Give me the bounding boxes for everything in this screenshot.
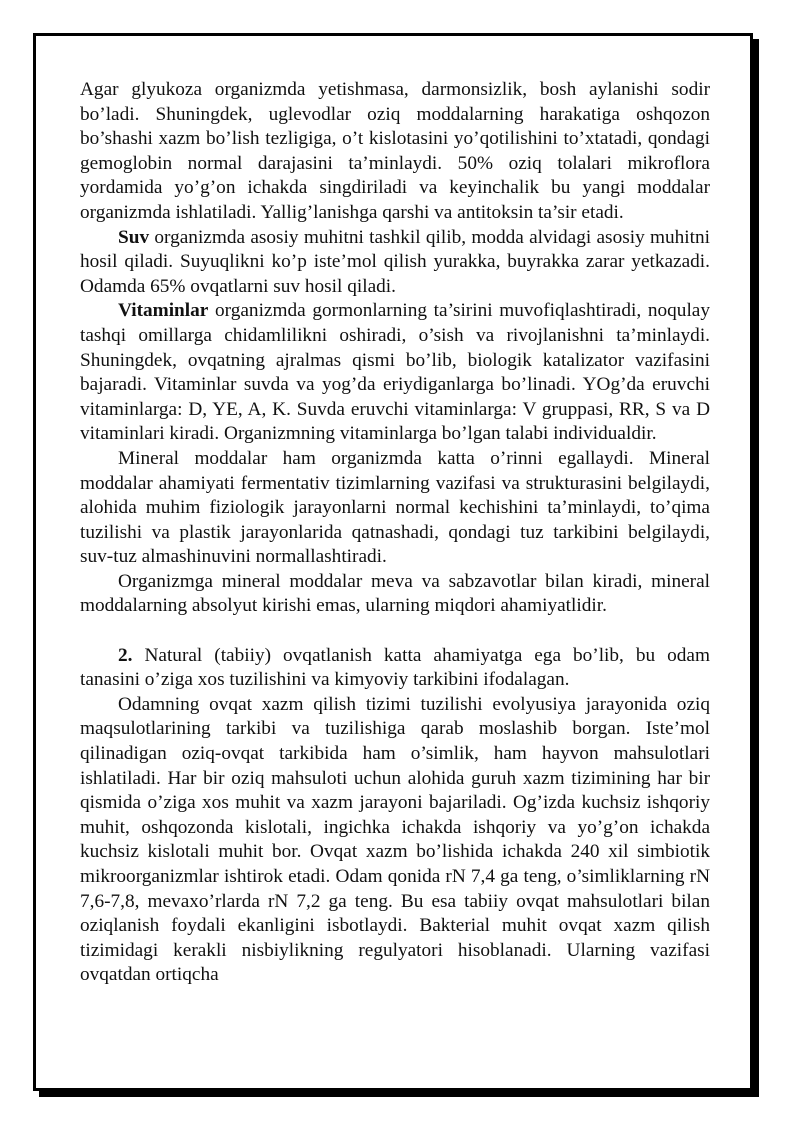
paragraph-gap — [80, 619, 710, 644]
section-number: 2. — [118, 644, 133, 666]
paragraph-digestive-system: Odamning ovqat xazm qilish tizimi tuzilishi evolyusiya jarayonida oziq maqsulotlarining tarkibi va tuzilishiga qarab moslashib borgan. Iste’mol qilinadigan oziq-ovqat tarkibida ham o’simlik, ham hayvon mahsulotlari ishlatiladi. Har bir oziq mahsuloti uchun alohida guruh xazm tizimining har bir qismida o’ziga xos muhit va xazm jarayoni bajariladi. Og’izda kuchsiz ishqoriy muhit, oshqozonda kislotali, ingichka ichakda ishqoriy va yo’g’on ichakda kuchsiz kislotali muhit bor. Ovqat xazm bo’lishida ichakda 240 xil simbiotik mikroorganizmlar ishtirok etadi. Odam qonida rN 7,4 ga teng, o’simliklarning rN 7,6-7,8, mevaxo’rlarda rN 7,2 ga teng. Bu esa tabiiy ovqat mahsulotlari bilan oziqlanish foydali ekanligini isbotlaydi. Bakterial muhit ovqat xazm qilish tizimidagi kerakli nisbiylikning regulyatori hisoblanadi. Ularning vazifasi ovqatdan ortiqcha — [80, 693, 710, 986]
paragraph-water: Suv organizmda asosiy muhitni tashkil qilib, modda alvidagi asosiy muhitni hosil qiladi. Suyuqlikni ko’p iste’mol qilish yurakka, buyrakka zarar yetkazadi. Odamda 65% ovqatlarni suv hosil qiladi. — [80, 226, 710, 297]
term-water: Suv — [118, 226, 150, 248]
document-body — [80, 78, 710, 988]
paragraph-mineral-intake: Organizmga mineral moddalar meva va sabzavotlar bilan kiradi, mineral moddalarning absolyut kirishi emas, ularning miqdori ahamiyatlidir. — [80, 570, 710, 617]
term-vitamins: Vitaminlar — [118, 300, 209, 322]
page-frame — [33, 33, 753, 1091]
paragraph-glucose: Agar glyukoza organizmda yetishmasa, darmonsizlik, bosh aylanishi sodir bo’ladi. Shuningdek, uglevodlar oziq moddalarning harakatiga oshqozon bo’shashi xazm bo’lish tezligiga, o’t kislotasini yo’qotilishini to’xtatadi, qondagi gemoglobin normal darajasini ta’minlaydi. 50% oziq tolalari mikroflora yordamida yo’g’on ichakda singdiriladi va keyinchalik bu yangi moddalar organizmda ishlatiladi. Yallig’lanishga qarshi va antitoksin ta’sir etadi. — [80, 79, 710, 223]
paragraph-natural-nutrition: 2. Natural (tabiiy) ovqatlanish katta ahamiyatga ega bo’lib, bu odam tanasini o’ziga xos tuzilishini va kimyoviy tarkibini ifodalagan. — [80, 644, 710, 691]
paragraph-vitamins: Vitaminlar organizmda gormonlarning ta’sirini muvofiqlashtiradi, noqulay tashqi omillarga chidamlilikni oshiradi, o’sish va rivojlanishni ta’minlaydi. Shuningdek, ovqatning ajralmas qismi bo’lib, biologik katalizator vazifasini bajaradi. Vitaminlar suvda va yog’da eriydiganlarga bo’linadi. YOg’da eruvchi vitaminlarga: D, YE, A, K. Suvda eruvchi vitaminlarga: V gruppasi, RR, S va D vitaminlari kiradi. Organizmning vitaminlarga bo’lgan talabi individualdir. — [80, 300, 710, 445]
paragraph-minerals: Mineral moddalar ham organizmda katta o’rinni egallaydi. Mineral moddalar ahamiyati fermentativ tizimlarning vazifasi va strukturasini belgilaydi, alohida muhim fiziologik jarayonlarni normal kechishini ta’minlaydi, to’qima tuzilishi va plastik jarayonlarida qatnashadi, qondagi tuz tarkibini belgilaydi, suv-tuz almashinuvini normallashtiradi. — [80, 447, 710, 568]
